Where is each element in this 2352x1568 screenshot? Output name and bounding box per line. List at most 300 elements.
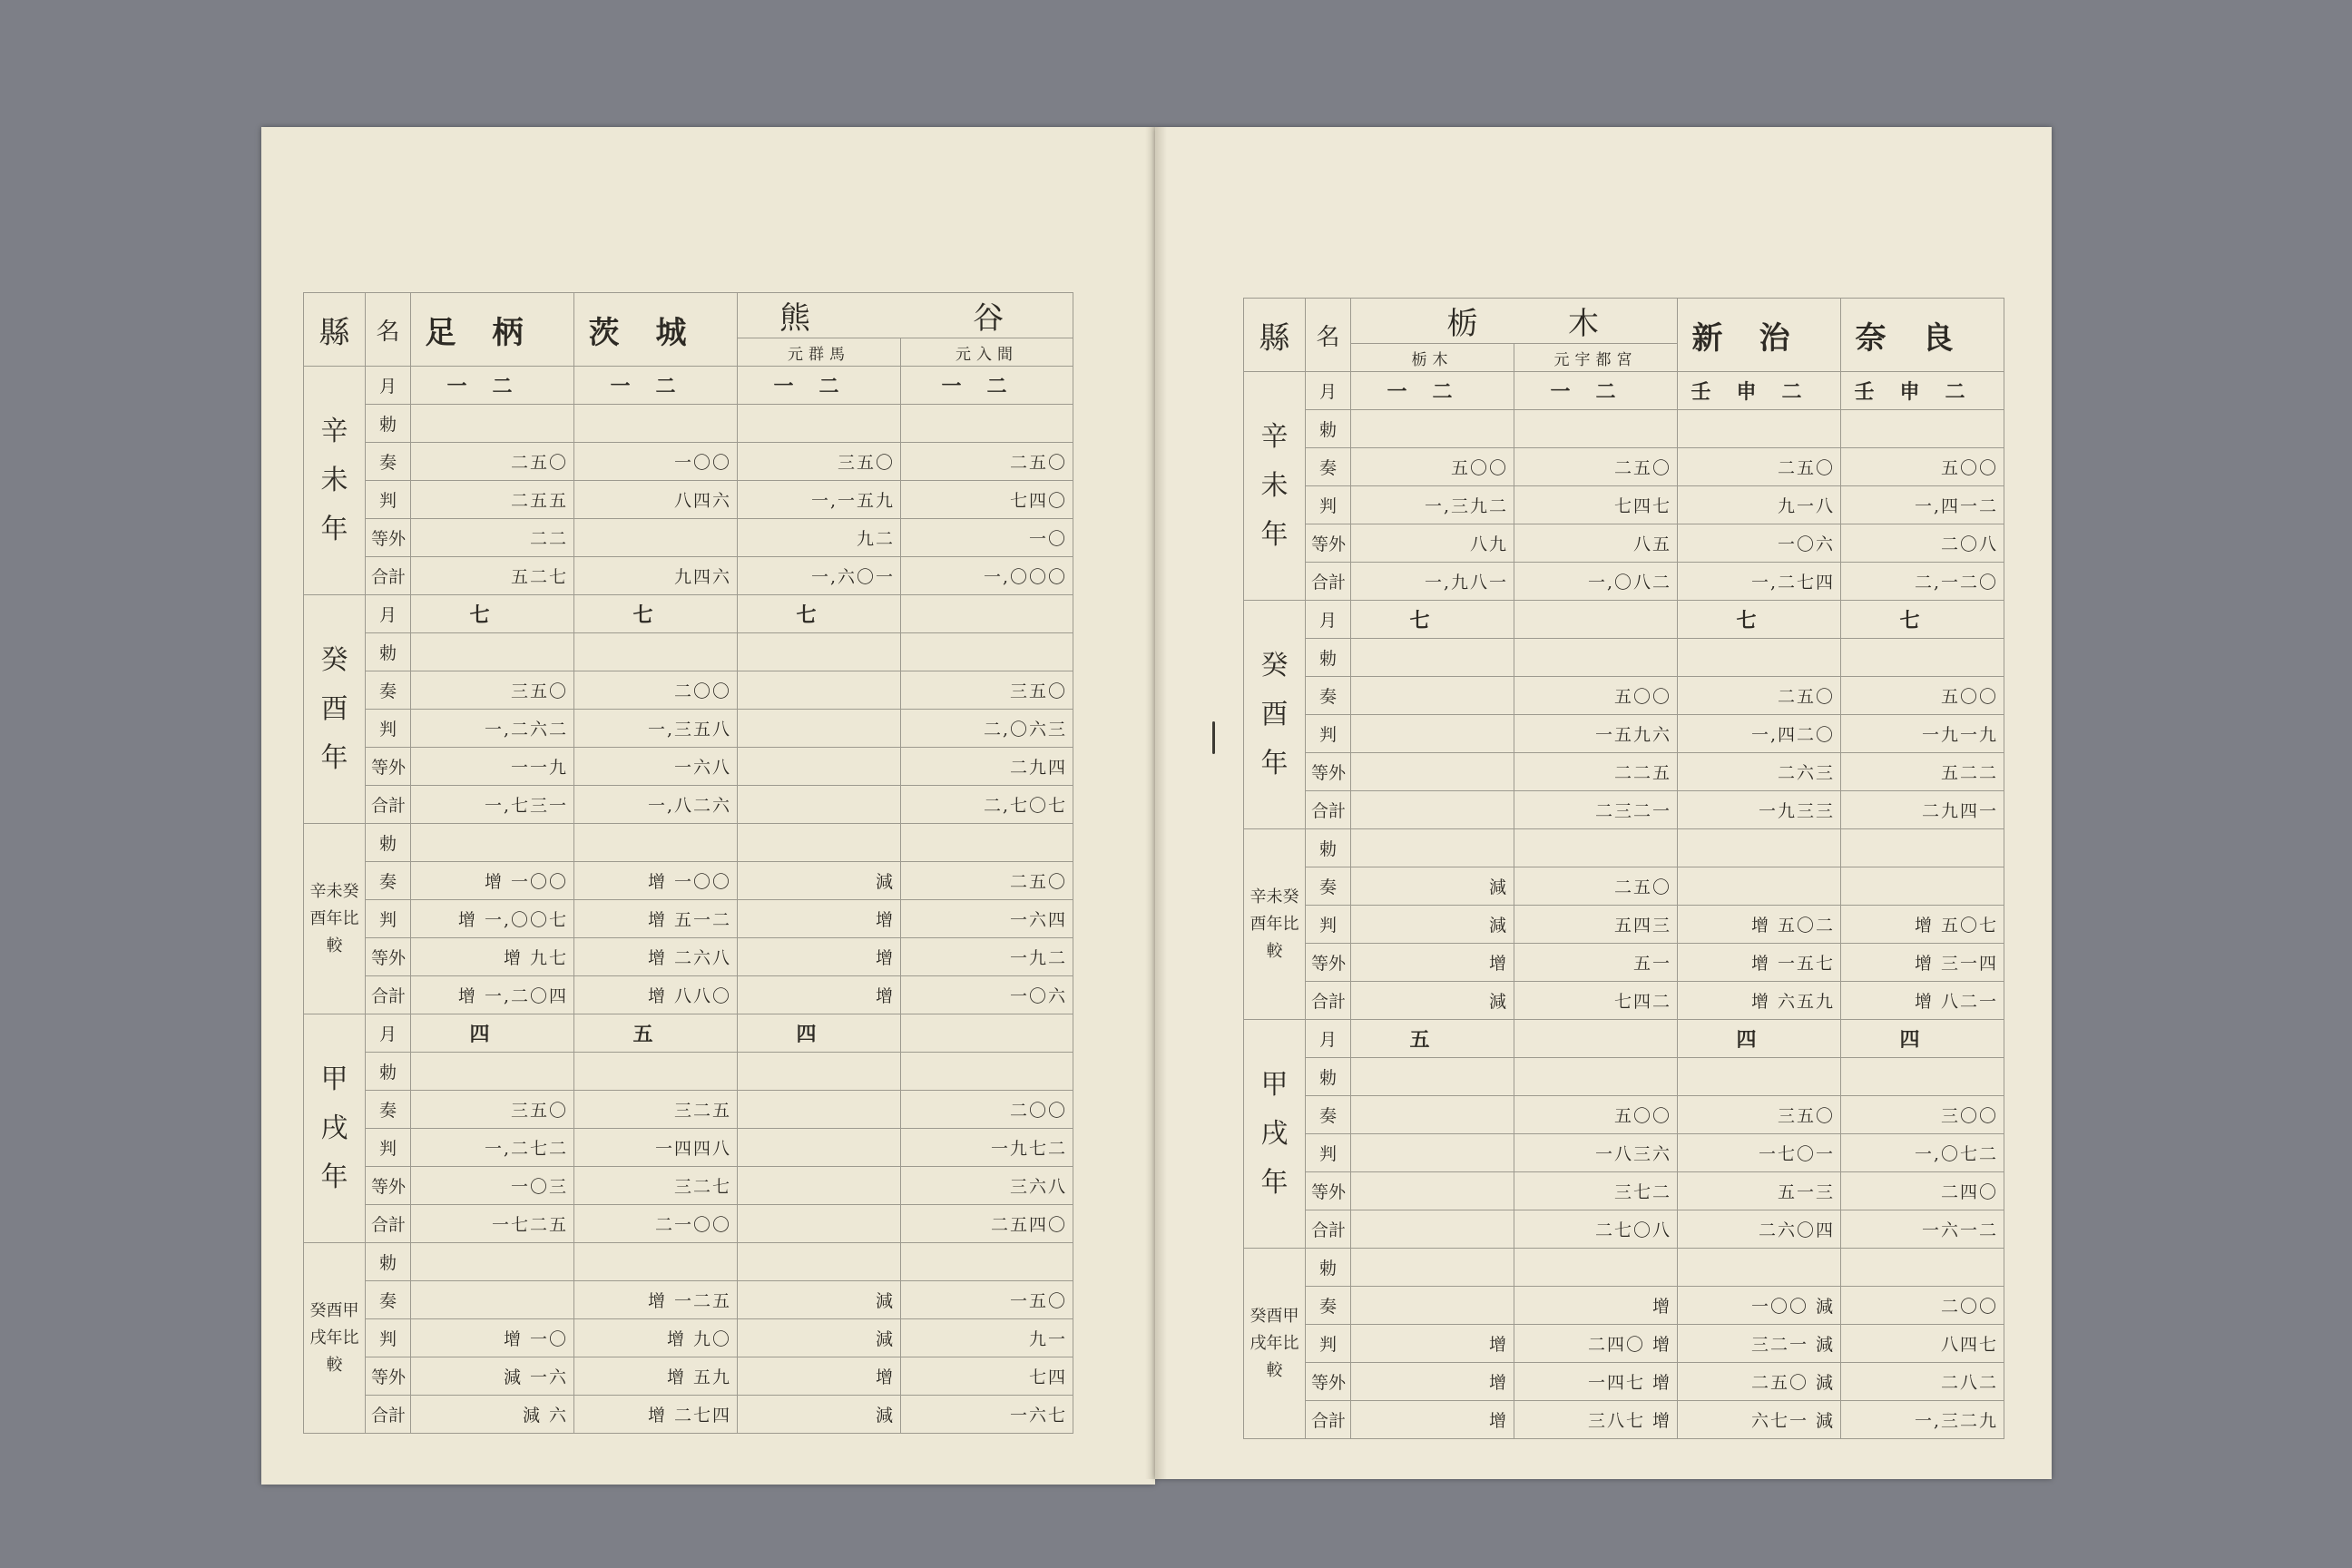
value-cell: 增 三一四 (1841, 944, 2004, 982)
value-cell: 三六八 (901, 1167, 1073, 1205)
value-cell: 七四二 (1514, 982, 1678, 1020)
row-label: 合計 (366, 786, 411, 824)
book-gutter (1145, 127, 1167, 1479)
value-cell: 二五〇 (1678, 448, 1841, 486)
era-label: 癸酉甲戌年比較 (304, 1243, 366, 1434)
ledger-row (1244, 1287, 2004, 1325)
value-cell (1678, 829, 1841, 867)
row-label: 奏 (366, 1281, 411, 1319)
value-cell: 減 (738, 1396, 901, 1434)
month-cell: 七 (1678, 601, 1841, 639)
ledger-row (304, 519, 1073, 557)
value-cell: 增 (1351, 1325, 1514, 1363)
ledger-row (1244, 715, 2004, 753)
value-cell: 減 六 (411, 1396, 574, 1434)
ledger-row (304, 1281, 1073, 1319)
value-cell: 一〇六 (1678, 524, 1841, 563)
former-prefecture-name: 元宇都宮 (1514, 344, 1678, 372)
row-label: 月 (366, 595, 411, 633)
prefecture-name: 足柄 (411, 293, 574, 367)
value-cell: 八五 (1514, 524, 1678, 563)
value-cell (1514, 1058, 1678, 1096)
row-label: 勅 (1306, 639, 1351, 677)
kumagaya-part: 谷 (973, 300, 1040, 337)
row-label: 月 (366, 1014, 411, 1053)
value-cell: 二〇〇 (1841, 1287, 2004, 1325)
value-cell: 減 (1351, 867, 1514, 906)
era-label: 辛未年 (1244, 372, 1306, 601)
value-cell: 九一八 (1678, 486, 1841, 524)
value-cell (1351, 677, 1514, 715)
row-label: 等外 (366, 519, 411, 557)
ledger-row (1244, 601, 2004, 639)
value-cell: 增 五〇七 (1841, 906, 2004, 944)
ledger-row (304, 557, 1073, 595)
ledger-row (1244, 867, 2004, 906)
value-cell: 三二一 減 (1678, 1325, 1841, 1363)
value-cell: 三八七 增 (1514, 1401, 1678, 1439)
row-label: 等外 (1306, 524, 1351, 563)
value-cell: 二五〇 (1514, 867, 1678, 906)
month-cell: 七 (1841, 601, 2004, 639)
value-cell (738, 1205, 901, 1243)
value-cell: 三七二 (1514, 1172, 1678, 1210)
value-cell: 增 (738, 938, 901, 976)
value-cell: 增 二六八 (574, 938, 738, 976)
row-label: 等外 (366, 748, 411, 786)
value-cell: 七四七 (1514, 486, 1678, 524)
value-cell: 三五〇 (411, 671, 574, 710)
row-label: 合計 (366, 976, 411, 1014)
value-cell: 二五〇 減 (1678, 1363, 1841, 1401)
month-cell: 四 (411, 1014, 574, 1053)
month-cell: 一二 (574, 367, 738, 405)
value-cell (1351, 1249, 1514, 1287)
row-label: 合計 (366, 1396, 411, 1434)
value-cell (411, 824, 574, 862)
value-cell: 二〇〇 (574, 671, 738, 710)
value-cell: 減 一六 (411, 1357, 574, 1396)
value-cell (1351, 829, 1514, 867)
row-label: 勅 (1306, 829, 1351, 867)
era-label: 癸酉年 (304, 595, 366, 824)
value-cell: 二〇八 (1841, 524, 2004, 563)
prefecture-name-tochigi (1351, 299, 1678, 344)
ledger-row (304, 1091, 1073, 1129)
ledger-row (304, 1319, 1073, 1357)
header-ken-label: 縣 (1244, 299, 1306, 372)
value-cell: 五〇〇 (1514, 1096, 1678, 1134)
value-cell: 二四〇 (1841, 1172, 2004, 1210)
value-cell: 一六四 (901, 900, 1073, 938)
ledger-row (1244, 906, 2004, 944)
row-label: 判 (366, 1129, 411, 1167)
value-cell: 減 (1351, 982, 1514, 1020)
ledger-row (304, 481, 1073, 519)
value-cell (1351, 639, 1514, 677)
row-label: 月 (366, 367, 411, 405)
row-label: 奏 (1306, 448, 1351, 486)
month-cell: 一二 (901, 367, 1073, 405)
ledger-row (1244, 1401, 2004, 1439)
value-cell: 三二七 (574, 1167, 738, 1205)
value-cell (738, 1053, 901, 1091)
value-cell: 二七〇八 (1514, 1210, 1678, 1249)
value-cell: 二五〇 (901, 443, 1073, 481)
value-cell: 一,二六二 (411, 710, 574, 748)
month-cell: 一二 (1351, 372, 1514, 410)
value-cell: 一,〇八二 (1514, 563, 1678, 601)
row-label: 合計 (1306, 982, 1351, 1020)
row-label: 勅 (366, 633, 411, 671)
era-label: 癸酉年 (1244, 601, 1306, 829)
value-cell: 增 八八〇 (574, 976, 738, 1014)
value-cell (1514, 1249, 1678, 1287)
ledger-row (1244, 563, 2004, 601)
value-cell (574, 1053, 738, 1091)
row-label: 判 (366, 900, 411, 938)
row-label: 判 (1306, 906, 1351, 944)
ledger-row (304, 405, 1073, 443)
value-cell: 一〇六 (901, 976, 1073, 1014)
value-cell: 一,六〇一 (738, 557, 901, 595)
value-cell: 五〇〇 (1841, 448, 2004, 486)
value-cell: 八四六 (574, 481, 738, 519)
value-cell (1351, 1287, 1514, 1325)
value-cell (1351, 1096, 1514, 1134)
value-cell: 一〇〇 (574, 443, 738, 481)
value-cell: 增 (738, 976, 901, 1014)
value-cell: 一,一五九 (738, 481, 901, 519)
value-cell (901, 405, 1073, 443)
value-cell: 八四七 (1841, 1325, 2004, 1363)
row-label: 合計 (1306, 791, 1351, 829)
value-cell (1351, 791, 1514, 829)
ledger-row (304, 595, 1073, 633)
value-cell (1351, 1210, 1514, 1249)
value-cell (901, 824, 1073, 862)
value-cell: 二二 (411, 519, 574, 557)
value-cell: 增 九〇 (574, 1319, 738, 1357)
value-cell (738, 671, 901, 710)
value-cell (1351, 753, 1514, 791)
value-cell: 一,四一二 (1841, 486, 2004, 524)
value-cell: 五一三 (1678, 1172, 1841, 1210)
value-cell: 三五〇 (411, 1091, 574, 1129)
month-cell: 一二 (411, 367, 574, 405)
ledger-row (1244, 791, 2004, 829)
value-cell: 增 二七四 (574, 1396, 738, 1434)
ledger-row (304, 671, 1073, 710)
era-label: 辛未年 (304, 367, 366, 595)
ledger-row (304, 367, 1073, 405)
ledger-row (304, 1167, 1073, 1205)
row-label: 勅 (366, 1243, 411, 1281)
row-label: 判 (1306, 486, 1351, 524)
value-cell (1514, 410, 1678, 448)
month-cell: 壬申二 (1841, 372, 2004, 410)
ledger-row (1244, 1210, 2004, 1249)
value-cell (1841, 410, 2004, 448)
header-row (304, 293, 1073, 338)
value-cell: 一一九 (411, 748, 574, 786)
value-cell (738, 1129, 901, 1167)
value-cell: 二六三 (1678, 753, 1841, 791)
month-cell: 五 (574, 1014, 738, 1053)
value-cell: 三五〇 (1678, 1096, 1841, 1134)
row-label: 判 (1306, 1325, 1351, 1363)
tochigi-part: 栃 (1446, 306, 1514, 342)
value-cell (1351, 715, 1514, 753)
ledger-row (304, 1014, 1073, 1053)
value-cell: 二三二一 (1514, 791, 1678, 829)
month-cell: 壬申二 (1678, 372, 1841, 410)
row-label: 判 (1306, 715, 1351, 753)
month-cell: 七 (738, 595, 901, 633)
value-cell (738, 748, 901, 786)
value-cell (574, 405, 738, 443)
value-cell: 增 (1351, 944, 1514, 982)
value-cell: 五一 (1514, 944, 1678, 982)
prefecture-name-kumagaya (738, 293, 1073, 338)
value-cell: 增 (738, 1357, 901, 1396)
value-cell: 增 (1351, 1401, 1514, 1439)
ledger-row (304, 976, 1073, 1014)
value-cell: 五〇〇 (1514, 677, 1678, 715)
month-cell: 四 (738, 1014, 901, 1053)
value-cell: 增 一〇〇 (574, 862, 738, 900)
prefecture-name: 奈良 (1841, 299, 2004, 372)
value-cell: 增 一,〇〇七 (411, 900, 574, 938)
ledger-row (304, 1396, 1073, 1434)
value-cell: 一,〇〇〇 (901, 557, 1073, 595)
era-label: 辛未癸酉年比較 (304, 824, 366, 1014)
value-cell (1514, 639, 1678, 677)
ledger-row (304, 824, 1073, 862)
value-cell (1678, 1058, 1841, 1096)
ledger-row (304, 1053, 1073, 1091)
value-cell (1841, 829, 2004, 867)
kumagaya-part: 熊 (779, 300, 847, 337)
value-cell: 一九三三 (1678, 791, 1841, 829)
ledger-row (1244, 639, 2004, 677)
ledger-row (1244, 1058, 2004, 1096)
ledger-row (1244, 753, 2004, 791)
value-cell: 一四七 增 (1514, 1363, 1678, 1401)
value-cell: 二六〇四 (1678, 1210, 1841, 1249)
value-cell: 二一〇〇 (574, 1205, 738, 1243)
value-cell: 五〇〇 (1351, 448, 1514, 486)
row-label: 勅 (1306, 410, 1351, 448)
ledger-row (304, 1129, 1073, 1167)
value-cell: 一九二 (901, 938, 1073, 976)
value-cell: 一五九六 (1514, 715, 1678, 753)
row-label: 等外 (1306, 1172, 1351, 1210)
value-cell: 五四三 (1514, 906, 1678, 944)
value-cell (574, 824, 738, 862)
row-label: 奏 (366, 1091, 411, 1129)
value-cell: 二〇〇 (901, 1091, 1073, 1129)
ledger-row (304, 900, 1073, 938)
value-cell (738, 633, 901, 671)
value-cell: 二五〇 (1678, 677, 1841, 715)
value-cell: 二四〇 增 (1514, 1325, 1678, 1363)
row-label: 奏 (1306, 1096, 1351, 1134)
value-cell: 一,〇七二 (1841, 1134, 2004, 1172)
month-cell (901, 1014, 1073, 1053)
value-cell: 一,七三一 (411, 786, 574, 824)
row-label: 月 (1306, 1020, 1351, 1058)
row-label: 奏 (1306, 867, 1351, 906)
value-cell (411, 1243, 574, 1281)
ledger-row (1244, 1096, 2004, 1134)
header-row (1244, 299, 2004, 344)
value-cell (901, 633, 1073, 671)
value-cell: 二五四〇 (901, 1205, 1073, 1243)
tochigi-part: 木 (1568, 306, 1635, 342)
value-cell: 增 一,二〇四 (411, 976, 574, 1014)
month-cell (901, 595, 1073, 633)
value-cell: 一,三五八 (574, 710, 738, 748)
ledger-row (304, 710, 1073, 748)
value-cell: 九二 (738, 519, 901, 557)
value-cell (1841, 1249, 2004, 1287)
value-cell: 一七二五 (411, 1205, 574, 1243)
header-mei-label: 名 (366, 293, 411, 367)
value-cell: 增 八二一 (1841, 982, 2004, 1020)
value-cell: 一四四八 (574, 1129, 738, 1167)
value-cell: 一,三九二 (1351, 486, 1514, 524)
row-label: 奏 (366, 443, 411, 481)
prefecture-name: 新治 (1678, 299, 1841, 372)
row-label: 等外 (366, 1357, 411, 1396)
value-cell (1678, 867, 1841, 906)
value-cell (738, 786, 901, 824)
value-cell: 一,三二九 (1841, 1401, 2004, 1439)
value-cell: 增 五〇二 (1678, 906, 1841, 944)
ledger-row (304, 633, 1073, 671)
month-cell (1514, 1020, 1678, 1058)
row-label: 判 (366, 481, 411, 519)
month-cell: 四 (1841, 1020, 2004, 1058)
month-cell: 七 (411, 595, 574, 633)
value-cell (738, 1091, 901, 1129)
value-cell (738, 1167, 901, 1205)
value-cell: 九一 (901, 1319, 1073, 1357)
month-cell: 七 (574, 595, 738, 633)
row-label: 勅 (1306, 1249, 1351, 1287)
row-label: 等外 (1306, 944, 1351, 982)
value-cell: 一五〇 (901, 1281, 1073, 1319)
value-cell (738, 824, 901, 862)
month-cell: 一二 (1514, 372, 1678, 410)
value-cell: 二五〇 (411, 443, 574, 481)
former-prefecture-name: 元群馬 (738, 338, 901, 367)
value-cell (411, 1281, 574, 1319)
value-cell (1351, 410, 1514, 448)
row-label: 合計 (366, 1205, 411, 1243)
value-cell: 七四〇 (901, 481, 1073, 519)
ledger-row (1244, 1134, 2004, 1172)
value-cell: 增 (1351, 1363, 1514, 1401)
row-label: 月 (1306, 601, 1351, 639)
value-cell: 增 一〇 (411, 1319, 574, 1357)
month-cell: 四 (1678, 1020, 1841, 1058)
era-label: 甲戌年 (1244, 1020, 1306, 1249)
era-label: 甲戌年 (304, 1014, 366, 1243)
value-cell: 一,八二六 (574, 786, 738, 824)
value-cell: 增 一二五 (574, 1281, 738, 1319)
value-cell: 增 一〇〇 (411, 862, 574, 900)
value-cell (738, 405, 901, 443)
value-cell: 二,〇六三 (901, 710, 1073, 748)
value-cell: 增 六五九 (1678, 982, 1841, 1020)
former-prefecture-name: 元入間 (901, 338, 1073, 367)
row-label: 判 (366, 710, 411, 748)
ledger-row (1244, 982, 2004, 1020)
value-cell: 增 九七 (411, 938, 574, 976)
value-cell: 一九一九 (1841, 715, 2004, 753)
value-cell: 一,二七四 (1678, 563, 1841, 601)
ledger-row (304, 748, 1073, 786)
row-label: 判 (1306, 1134, 1351, 1172)
ledger-row (304, 443, 1073, 481)
value-cell: 一〇三 (411, 1167, 574, 1205)
ledger-row (1244, 829, 2004, 867)
value-cell: 一〇〇 減 (1678, 1287, 1841, 1325)
header-ken-label: 縣 (304, 293, 366, 367)
value-cell: 二五〇 (1514, 448, 1678, 486)
ledger-row (304, 1243, 1073, 1281)
row-label: 奏 (1306, 677, 1351, 715)
row-label: 判 (366, 1319, 411, 1357)
row-label: 合計 (1306, 563, 1351, 601)
month-cell: 五 (1351, 1020, 1514, 1058)
value-cell: 七四 (901, 1357, 1073, 1396)
value-cell: 一六七 (901, 1396, 1073, 1434)
row-label: 等外 (1306, 1363, 1351, 1401)
row-label: 等外 (366, 1167, 411, 1205)
value-cell (574, 633, 738, 671)
value-cell (738, 710, 901, 748)
value-cell: 減 (738, 1319, 901, 1357)
value-cell: 一,九八一 (1351, 563, 1514, 601)
value-cell: 五二七 (411, 557, 574, 595)
value-cell: 一七〇一 (1678, 1134, 1841, 1172)
ledger-row (1244, 1363, 2004, 1401)
value-cell: 一六八 (574, 748, 738, 786)
value-cell: 三〇〇 (1841, 1096, 2004, 1134)
value-cell: 二二五 (1514, 753, 1678, 791)
ledger-row (304, 786, 1073, 824)
ledger-row (1244, 1249, 2004, 1287)
row-label: 奏 (366, 862, 411, 900)
value-cell (411, 633, 574, 671)
former-prefecture-name: 栃木 (1351, 344, 1514, 372)
month-cell: 一二 (738, 367, 901, 405)
row-label: 勅 (366, 824, 411, 862)
value-cell: 減 (738, 862, 901, 900)
value-cell: 增 (1514, 1287, 1678, 1325)
ledger-row (1244, 410, 2004, 448)
value-cell (1351, 1172, 1514, 1210)
value-cell: 減 (738, 1281, 901, 1319)
value-cell (738, 1243, 901, 1281)
prefecture-name: 茨城 (574, 293, 738, 367)
value-cell: 二,七〇七 (901, 786, 1073, 824)
ledger-row (1244, 1325, 2004, 1363)
value-cell (901, 1243, 1073, 1281)
